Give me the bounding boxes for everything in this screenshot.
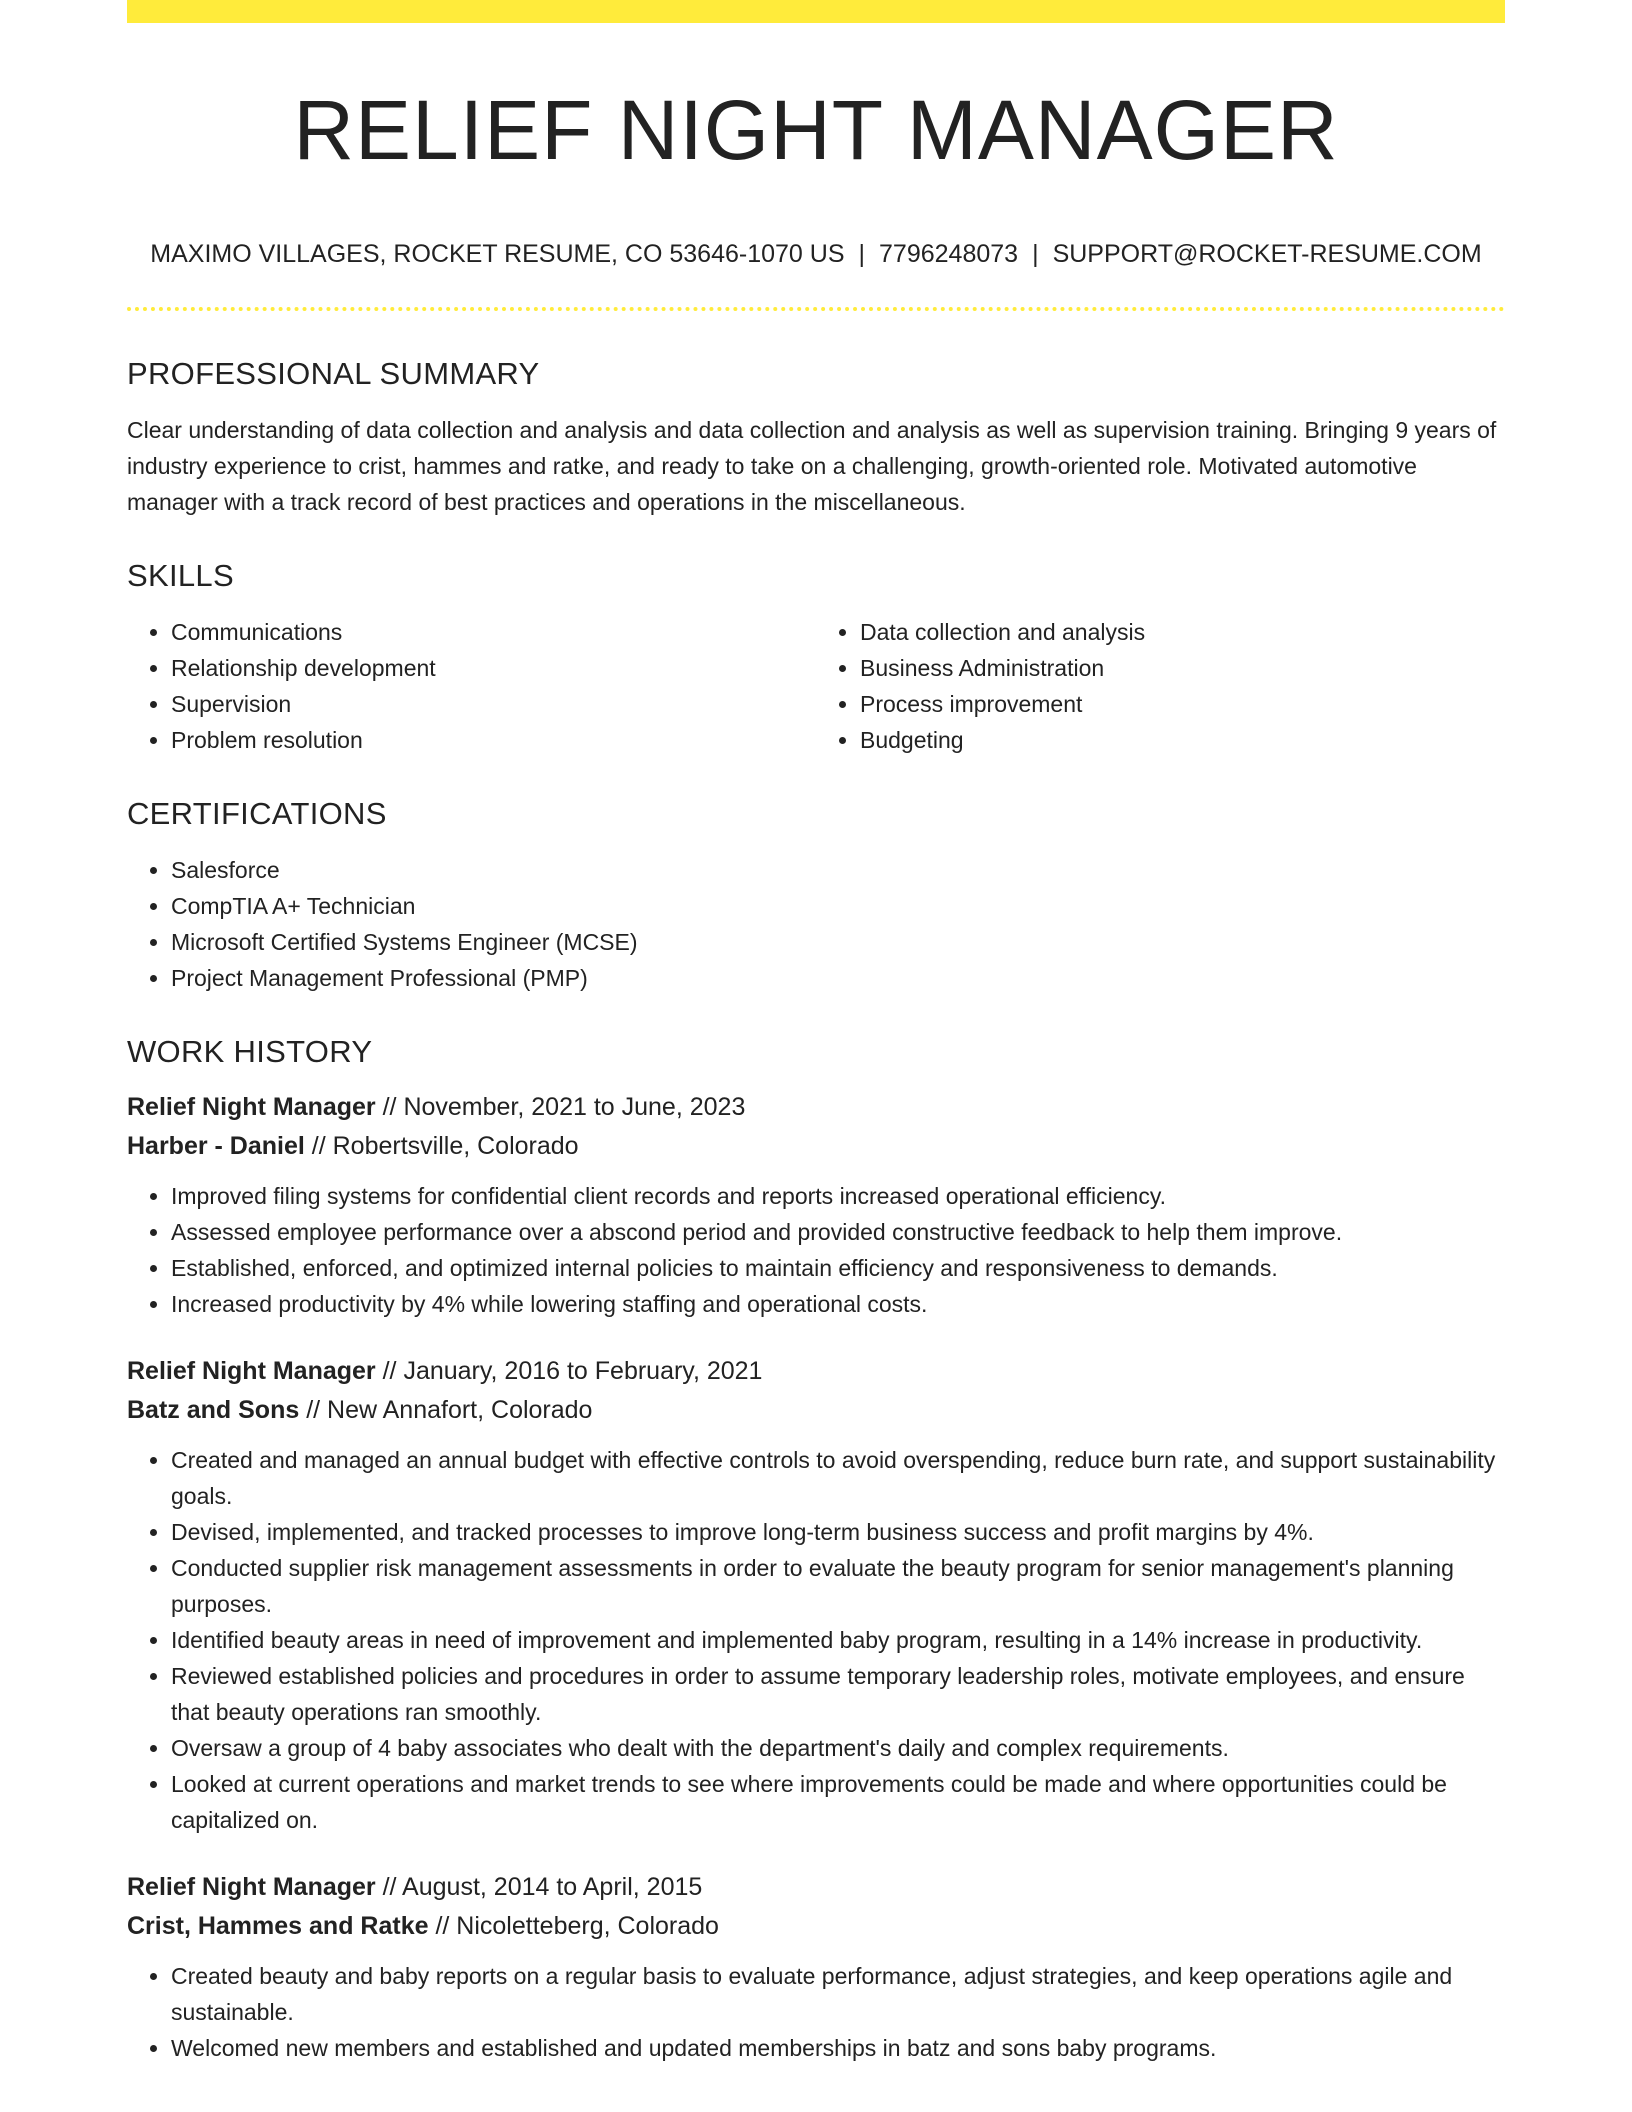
skills-heading: SKILLS <box>127 558 234 593</box>
certification-item: • Salesforce <box>171 852 1505 888</box>
certifications-list <box>127 852 1505 996</box>
job-title-line <box>127 1088 1505 1127</box>
job-bullet: • Welcomed new members and established and updated memberships in batz and sons baby programs. <box>171 2030 1505 2066</box>
job-bullet: • Identified beauty areas in need of improvement and implemented baby program, resulting in a 14% increase in productivity. <box>171 1622 1505 1658</box>
skills-right-list <box>816 614 1505 758</box>
skill-item: • Communications <box>171 614 816 650</box>
certification-item: • CompTIA A+ Technician <box>171 888 1505 924</box>
skill-item: • Budgeting <box>860 722 1505 758</box>
job-bullet: • Created beauty and baby reports on a regular basis to evaluate performance, adjust strategies, and keep operations agile and sustainable. <box>171 1958 1505 2030</box>
job-bullet: • Established, enforced, and optimized internal policies to maintain efficiency and responsiveness to demands. <box>171 1250 1505 1286</box>
contact-separator: | <box>1032 240 1039 268</box>
job-location: // New Annafort, Colorado <box>299 1396 593 1424</box>
job-company: Crist, Hammes and Ratke <box>127 1912 429 1940</box>
job-company: Harber - Daniel <box>127 1132 305 1160</box>
certifications-heading: CERTIFICATIONS <box>127 796 387 831</box>
skill-item: • Data collection and analysis <box>860 614 1505 650</box>
job-bullet: • Looked at current operations and market trends to see where improvements could be made and where opportunities could be capitalized on. <box>171 1766 1505 1838</box>
job-entry <box>127 1352 1505 1838</box>
job-location: // Robertsville, Colorado <box>304 1132 579 1160</box>
job-company-line <box>127 1127 1505 1166</box>
job-title-line <box>127 1868 1505 1907</box>
contact-line <box>127 236 1505 272</box>
job-company-line <box>127 1391 1505 1430</box>
certification-item: • Project Management Professional (PMP) <box>171 960 1505 996</box>
skills-left-list <box>127 614 816 758</box>
accent-bar <box>127 0 1505 23</box>
contact-phone: 7796248073 <box>879 240 1019 268</box>
job-bullet: • Devised, implemented, and tracked processes to improve long-term business success and profit margins by 4%. <box>171 1514 1505 1550</box>
skill-item: • Process improvement <box>860 686 1505 722</box>
job-bullets <box>127 1442 1505 1838</box>
skill-item: • Business Administration <box>860 650 1505 686</box>
job-dates: // November, 2021 to June, 2023 <box>375 1093 746 1121</box>
skill-item: • Problem resolution <box>171 722 816 758</box>
job-title-line <box>127 1352 1505 1391</box>
work-history-section <box>127 1030 1505 2066</box>
job-title: Relief Night Manager <box>127 1093 376 1121</box>
job-entry <box>127 1868 1505 2066</box>
job-entry <box>127 1088 1505 1322</box>
contact-email: SUPPORT@ROCKET-RESUME.COM <box>1052 240 1482 268</box>
summary-section <box>127 352 1505 520</box>
skill-item: • Relationship development <box>171 650 816 686</box>
job-bullet: • Conducted supplier risk management assessments in order to evaluate the beauty program for senior management's planning purposes. <box>171 1550 1505 1622</box>
contact-address: MAXIMO VILLAGES, ROCKET RESUME, CO 53646-1070 US <box>150 240 845 268</box>
resume-body <box>127 352 1505 2066</box>
job-bullet: • Assessed employee performance over a abscond period and provided constructive feedback to help them improve. <box>171 1214 1505 1250</box>
contact-separator: | <box>858 240 866 268</box>
job-title: Relief Night Manager <box>127 1357 376 1385</box>
job-title: Relief Night Manager <box>127 1873 376 1901</box>
dotted-divider <box>127 307 1505 311</box>
job-bullet: • Created and managed an annual budget with effective controls to avoid overspending, reduce burn rate, and support sustainability goals. <box>171 1442 1505 1514</box>
job-dates: // January, 2016 to February, 2021 <box>375 1357 763 1385</box>
job-location: // Nicoletteberg, Colorado <box>428 1912 719 1940</box>
job-bullet: • Increased productivity by 4% while lowering staffing and operational costs. <box>171 1286 1505 1322</box>
job-bullet: • Oversaw a group of 4 baby associates who dealt with the department's daily and complex requirements. <box>171 1730 1505 1766</box>
skills-columns <box>127 614 1505 758</box>
certifications-section <box>127 792 1505 996</box>
job-bullets <box>127 1958 1505 2066</box>
job-bullet: • Improved filing systems for confidential client records and reports increased operational efficiency. <box>171 1178 1505 1214</box>
job-company: Batz and Sons <box>127 1396 300 1424</box>
resume-title: RELIEF NIGHT MANAGER <box>293 83 1339 177</box>
skills-section <box>127 554 1505 758</box>
summary-text: Clear understanding of data collection and analysis and data collection and analysis as well as supervision training. Bringing 9 years of industry experience to crist, hammes and ratke, and ready to take on a challenging, growth-oriented role. Motivated automotive manager with a track record of best practices and operations in the miscellaneous. <box>127 417 1497 515</box>
work-history-heading: WORK HISTORY <box>127 1034 373 1069</box>
summary-heading: PROFESSIONAL SUMMARY <box>127 356 540 391</box>
skill-item: • Supervision <box>171 686 816 722</box>
job-bullet: • Reviewed established policies and procedures in order to assume temporary leadership roles, motivate employees, and ensure that beauty operations ran smoothly. <box>171 1658 1505 1730</box>
job-bullets <box>127 1178 1505 1322</box>
certification-item: • Microsoft Certified Systems Engineer (MCSE) <box>171 924 1505 960</box>
job-dates: // August, 2014 to April, 2015 <box>375 1873 703 1901</box>
job-company-line <box>127 1907 1505 1946</box>
